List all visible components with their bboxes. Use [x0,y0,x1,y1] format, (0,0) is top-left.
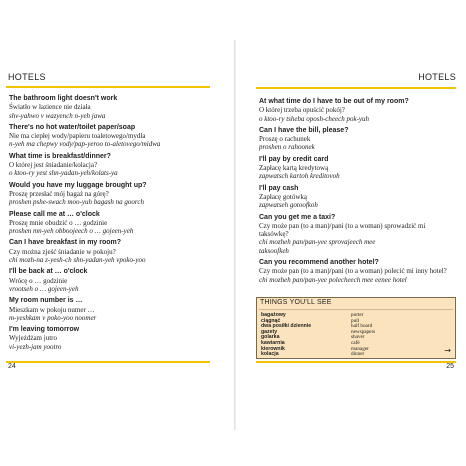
polish-phrase: Czy można zjeść śniadanie w pokoju? [9,247,116,256]
english-phrase: Can I have breakfast in my room? [9,239,122,247]
phrase-entry [9,211,219,236]
phrase-entry [9,268,219,293]
pronunciation: n-yeh ma chepwy vody/pap-yeroo to-aletovego/midwa [9,140,161,149]
polish-phrase: Mieszkam w pokoju numer … [9,305,95,314]
polish-phrase: Zapłacę kartą kredytową [259,164,329,173]
pronunciation: m-yeshkam v poko-yoo noomer [9,313,97,322]
footer-rule [256,361,456,363]
english-phrase: At what time do I have to be out of my room? [259,98,409,105]
phrase-entry [9,326,219,351]
english-phrase: There's no hot water/toilet paper/soap [9,123,136,131]
phrase-entry [9,239,219,264]
polish-phrase: Nie ma ciepłej wody/papieru toaletowego/mydła [9,132,146,141]
phrase-list [259,98,459,288]
box-title: THINGS YOU'LL SEE [260,299,332,306]
english-phrase: Can you get me a taxi? [259,213,336,221]
english-phrase: I'm leaving tomorrow [9,326,80,334]
english-phrase: Would you have my luggage brought up? [9,181,147,189]
sign-english: café [351,339,360,346]
polish-phrase: O której trzeba opuścić pokój? [259,106,345,115]
polish-phrase: Wyjeżdżam jutro [9,334,57,343]
pronunciation: proshen pshe-swach moo-yuh bagash na goorch [9,198,144,207]
polish-phrase: Wrócę o … godzinie [9,276,68,285]
pronunciation-continued: taksoofkeh [259,246,289,255]
page-number: 25 [446,363,454,370]
phrase-entry [9,297,219,322]
header-rule [6,86,210,88]
sign-polish: kierownik [261,345,285,352]
phrase-list [9,95,219,355]
english-phrase: What time is breakfast/dinner? [9,152,111,160]
phrase-entry [259,214,459,255]
page-header: HOTELS [418,72,456,82]
phrase-entry [259,185,459,210]
english-phrase: I'll pay cash [259,184,299,192]
pronunciation: o ktoo-ry yest shn-yadan-yeh/kolats-ya [9,169,118,178]
footer-rule [6,361,210,363]
english-phrase: My room number is … [9,297,83,305]
sign-english: shaver [351,334,365,341]
polish-phrase: Światło w łazience nie działa [9,103,91,112]
sign-polish: ciągnąć [261,317,281,324]
sign-polish: dwa posiłki dziennie [261,323,312,330]
pronunciation: zapwatseh gotoofkoh [259,201,318,210]
english-phrase: I'll be back at … o'clock [9,268,88,276]
polish-phrase-continued: taksówkę? [259,230,289,239]
sign-list [261,313,451,358]
phrase-entry [9,153,219,178]
pronunciation: shv-yahwo v wazyench n-yeh jawa [9,111,106,120]
pronunciation: chi mozheh pan/pan-yee polecheech mee eenee hotel [259,275,407,284]
sign-polish: gazety [261,328,278,335]
sign-english: half board [351,323,373,330]
sign-english: pull [351,317,360,324]
things-youll-see-box [256,297,456,359]
english-phrase: The bathroom light doesn't work [9,95,118,102]
sign-row [261,352,451,358]
english-phrase: Can I have the bill, please? [259,126,349,134]
phrase-entry [9,124,219,149]
continue-arrow-icon: → [444,346,451,355]
phrase-entry [259,259,459,284]
pronunciation: zapwatsch kartoh kreditovoh [259,172,340,181]
polish-phrase: Proszę mnie obudzić o … godzinie [9,218,108,227]
sign-polish: golarka [261,334,280,341]
right-page [238,0,466,466]
header-rule [256,87,456,89]
polish-phrase: Proszę przesłać mój bagaż na górę? [9,189,109,198]
phrase-entry [9,182,219,207]
pronunciation: vi-yezh-jam yootro [9,342,62,351]
pronunciation: chi mozh-na z-yesh-ch shn-yadan-yeh vpoko-yoo [9,256,146,265]
pronunciation: vrootseh o … gojeen-yeh [9,284,79,293]
english-phrase: I'll pay by credit card [259,155,329,163]
page-number: 24 [8,363,16,370]
sign-english: manager [351,345,369,352]
polish-phrase: Czy może pan (to a man)/pani (to a woman) polecić mi inny hotel? [259,267,447,276]
page-header: HOTELS [8,72,46,82]
sign-polish: bagażowy [261,312,286,318]
pronunciation: chi mozheh pan/pan-yee sprovajeech mee [259,238,376,247]
sign-polish: kolacja [261,351,279,358]
polish-phrase: O której jest śniadanie/kolacja? [9,161,98,170]
polish-phrase: Czy może pan (to a man)/pani (to a woman) sprowadzić mi [259,221,426,230]
sign-english: newspapers [351,328,376,335]
pronunciation: proshen o rahoonek [259,143,315,152]
english-phrase: Please call me at … o'clock [9,210,100,218]
phrase-entry [259,156,459,181]
phrase-entry [259,127,459,152]
phrase-entry [259,98,459,123]
pronunciation: proshen mn-yeh obboojeech o … gojeen-yeh [9,227,134,236]
sign-english: dinner [351,351,365,358]
box-divider [259,309,453,310]
polish-phrase: Proszę o rachunek [259,135,311,144]
pronunciation: o ktoo-ry tsheba oposh-cheech pok-yuh [259,114,370,123]
phrase-entry [9,95,219,120]
sign-english: porter [351,312,364,318]
polish-phrase: Zapłacę gotówką [259,192,308,201]
english-phrase: Can you recommend another hotel? [259,259,379,267]
sign-polish: kawiarnia [261,339,285,346]
